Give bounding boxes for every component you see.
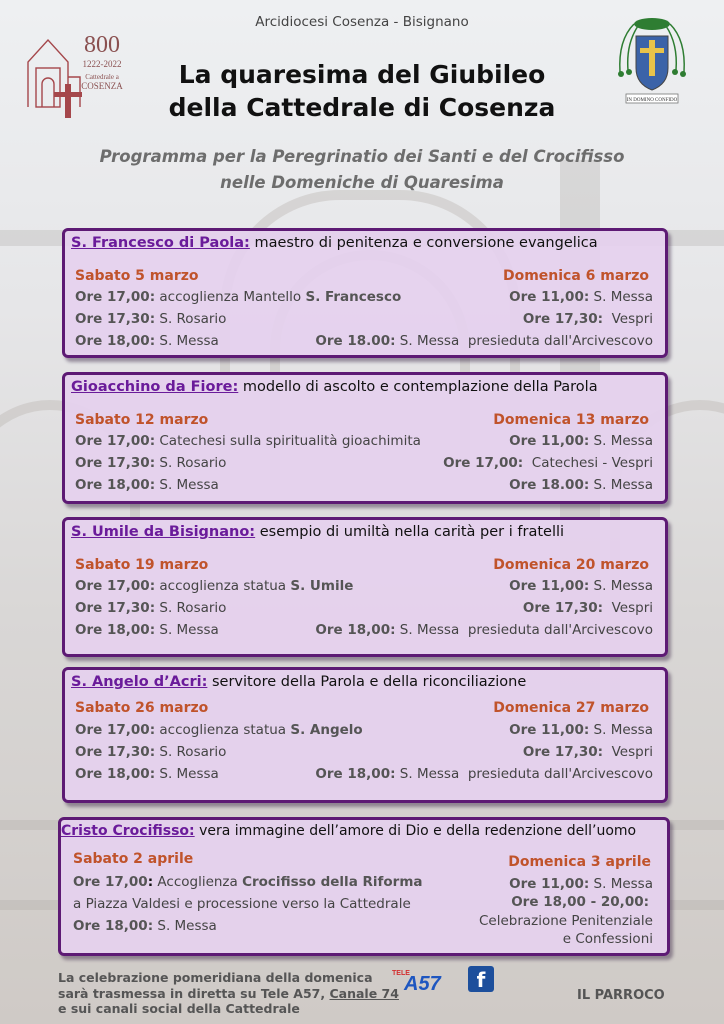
- saint-description: maestro di penitenza e conversione evangelica: [249, 235, 598, 251]
- saint-name: Gioacchino da Fiore:: [71, 379, 239, 395]
- saturday-event: Ore 18,00: S. Messa: [75, 477, 219, 493]
- logo-line2: COSENZA: [81, 81, 123, 91]
- saturday-event: Ore 17,30: S. Rosario: [75, 311, 227, 327]
- channel-link[interactable]: Canale 74: [329, 985, 399, 1001]
- svg-text:A57: A57: [404, 973, 441, 992]
- saturday-label: Sabato 5 marzo: [75, 268, 199, 284]
- week-heading: [71, 379, 598, 395]
- sunday-label: Domenica 13 marzo: [493, 412, 649, 428]
- sunday-label: Domenica 20 marzo: [493, 557, 649, 573]
- saturday-event: Ore 18,00: S. Messa: [75, 766, 219, 782]
- tele-a57-logo[interactable]: [392, 966, 458, 992]
- saturday-event-3: Ore 18,00: S. Messa: [73, 918, 217, 934]
- sunday-event: Ore 18.00: S. Messa: [509, 477, 653, 493]
- week-box-francesco: [62, 228, 668, 358]
- saint-name: S. Umile da Bisignano:: [71, 524, 256, 540]
- page-title: [100, 58, 624, 124]
- sunday-label: Domenica 27 marzo: [493, 700, 649, 716]
- page-subtitle: [60, 144, 664, 196]
- saturday-event: Ore 17,00: accoglienza statua S. Angelo: [75, 722, 363, 738]
- saint-description: servitore della Parola e della riconciliazione: [207, 674, 527, 690]
- sunday-event: Ore 11,00: S. Messa: [509, 578, 653, 594]
- saturday-label: Sabato 26 marzo: [75, 700, 209, 716]
- sunday-event: Ore 18.00: S. Messa presieduta dall'Arcivescovo: [315, 333, 653, 349]
- saint-description: esempio di umiltà nella carità per i fratelli: [255, 524, 565, 540]
- saturday-event: Ore 18,00: S. Messa: [75, 333, 219, 349]
- subtitle-line-1: Programma per la Peregrinatio dei Santi e del Crocifisso: [99, 147, 625, 166]
- saturday-label: Sabato 12 marzo: [75, 412, 209, 428]
- saint-description: vera immagine dell’amore di Dio e della redenzione dell’uomo: [194, 823, 637, 839]
- saturday-event: Ore 17,00: accoglienza Mantello S. Francesco: [75, 289, 402, 305]
- saturday-event-2: a Piazza Valdesi e processione verso la Cattedrale: [73, 896, 411, 912]
- crest-motto: IN DOMINO CONFIDO: [626, 98, 678, 103]
- subtitle-line-2: nelle Domeniche di Quaresima: [220, 173, 504, 192]
- saturday-event: Ore 17,00: accoglienza statua S. Umile: [75, 578, 354, 594]
- svg-text:TELE: TELE: [392, 970, 410, 977]
- sunday-event: Ore 17,30: Vespri: [522, 311, 653, 327]
- saturday-event: Ore 17,30: S. Rosario: [75, 744, 227, 760]
- sunday-label: Domenica 3 aprile: [508, 854, 651, 870]
- sunday-event: Ore 17,30: Vespri: [522, 744, 653, 760]
- saturday-event: Ore 18,00: S. Messa: [75, 622, 219, 638]
- signature-parroco: IL PARROCO: [577, 988, 665, 1003]
- saint-name: S. Francesco di Paola:: [71, 235, 250, 251]
- week-heading: [71, 235, 598, 251]
- title-line-2: della Cattedrale di Cosenza: [168, 93, 556, 122]
- sunday-event: Ore 17,30: Vespri: [522, 600, 653, 616]
- week-box-gioacchino: [62, 372, 668, 504]
- saturday-event: Ore 17,30: S. Rosario: [75, 455, 227, 471]
- sunday-event-3: Celebrazione Penitenziale: [478, 913, 653, 929]
- logo-number: 800: [84, 32, 120, 58]
- sunday-event: Ore 17,00: Catechesi - Vespri: [443, 455, 653, 471]
- saturday-event: Ore 17,00: Catechesi sulla spiritualità gioachimita: [75, 433, 421, 449]
- archdiocese-name: Arcidiocesi Cosenza - Bisignano: [255, 14, 469, 30]
- week-heading: [71, 674, 526, 690]
- logo-line1: Cattedrale a: [85, 73, 119, 81]
- saint-name: Cristo Crocifisso:: [61, 823, 195, 839]
- logo-years: 1222-2022: [82, 59, 122, 69]
- week-box-umile: [62, 517, 668, 657]
- sunday-event: Ore 11,00: S. Messa: [509, 722, 653, 738]
- week-box-angelo: [62, 667, 668, 803]
- bishop-crest-icon: [612, 10, 692, 108]
- sunday-event-4: e Confessioni: [562, 931, 653, 947]
- saint-description: modello di ascolto e contemplazione della Parola: [238, 379, 598, 395]
- sunday-event: Ore 18,00: S. Messa presieduta dall'Arcivescovo: [315, 766, 653, 782]
- sunday-event-2: Ore 18,00 - 20,00:: [511, 894, 649, 910]
- sunday-event: Ore 11,00: S. Messa: [509, 289, 653, 305]
- sunday-event: Ore 18,00: S. Messa presieduta dall'Arcivescovo: [315, 622, 653, 638]
- sunday-label: Domenica 6 marzo: [502, 268, 649, 284]
- saturday-event: Ore 17,30: S. Rosario: [75, 600, 227, 616]
- facebook-icon[interactable]: f: [468, 966, 494, 992]
- title-line-1: La quaresima del Giubileo: [178, 60, 546, 89]
- sunday-event: Ore 11,00: S. Messa: [509, 433, 653, 449]
- broadcast-note: La celebrazione pomeridiana della domenica sarà trasmessa in diretta su Tele A57, Canale 74 e sui canali social della Cattedrale: [58, 970, 399, 1016]
- sunday-event-1: Ore 11,00: S. Messa: [509, 876, 653, 892]
- saturday-label: Sabato 19 marzo: [75, 557, 209, 573]
- saturday-event-1: Ore 17,00: Accoglienza Crocifisso della Riforma: [73, 874, 423, 890]
- week-box-crocifisso: [58, 817, 670, 956]
- saint-name: S. Angelo d’Acri:: [71, 674, 208, 690]
- saturday-label: Sabato 2 aprile: [73, 851, 194, 867]
- week-heading: [71, 524, 564, 540]
